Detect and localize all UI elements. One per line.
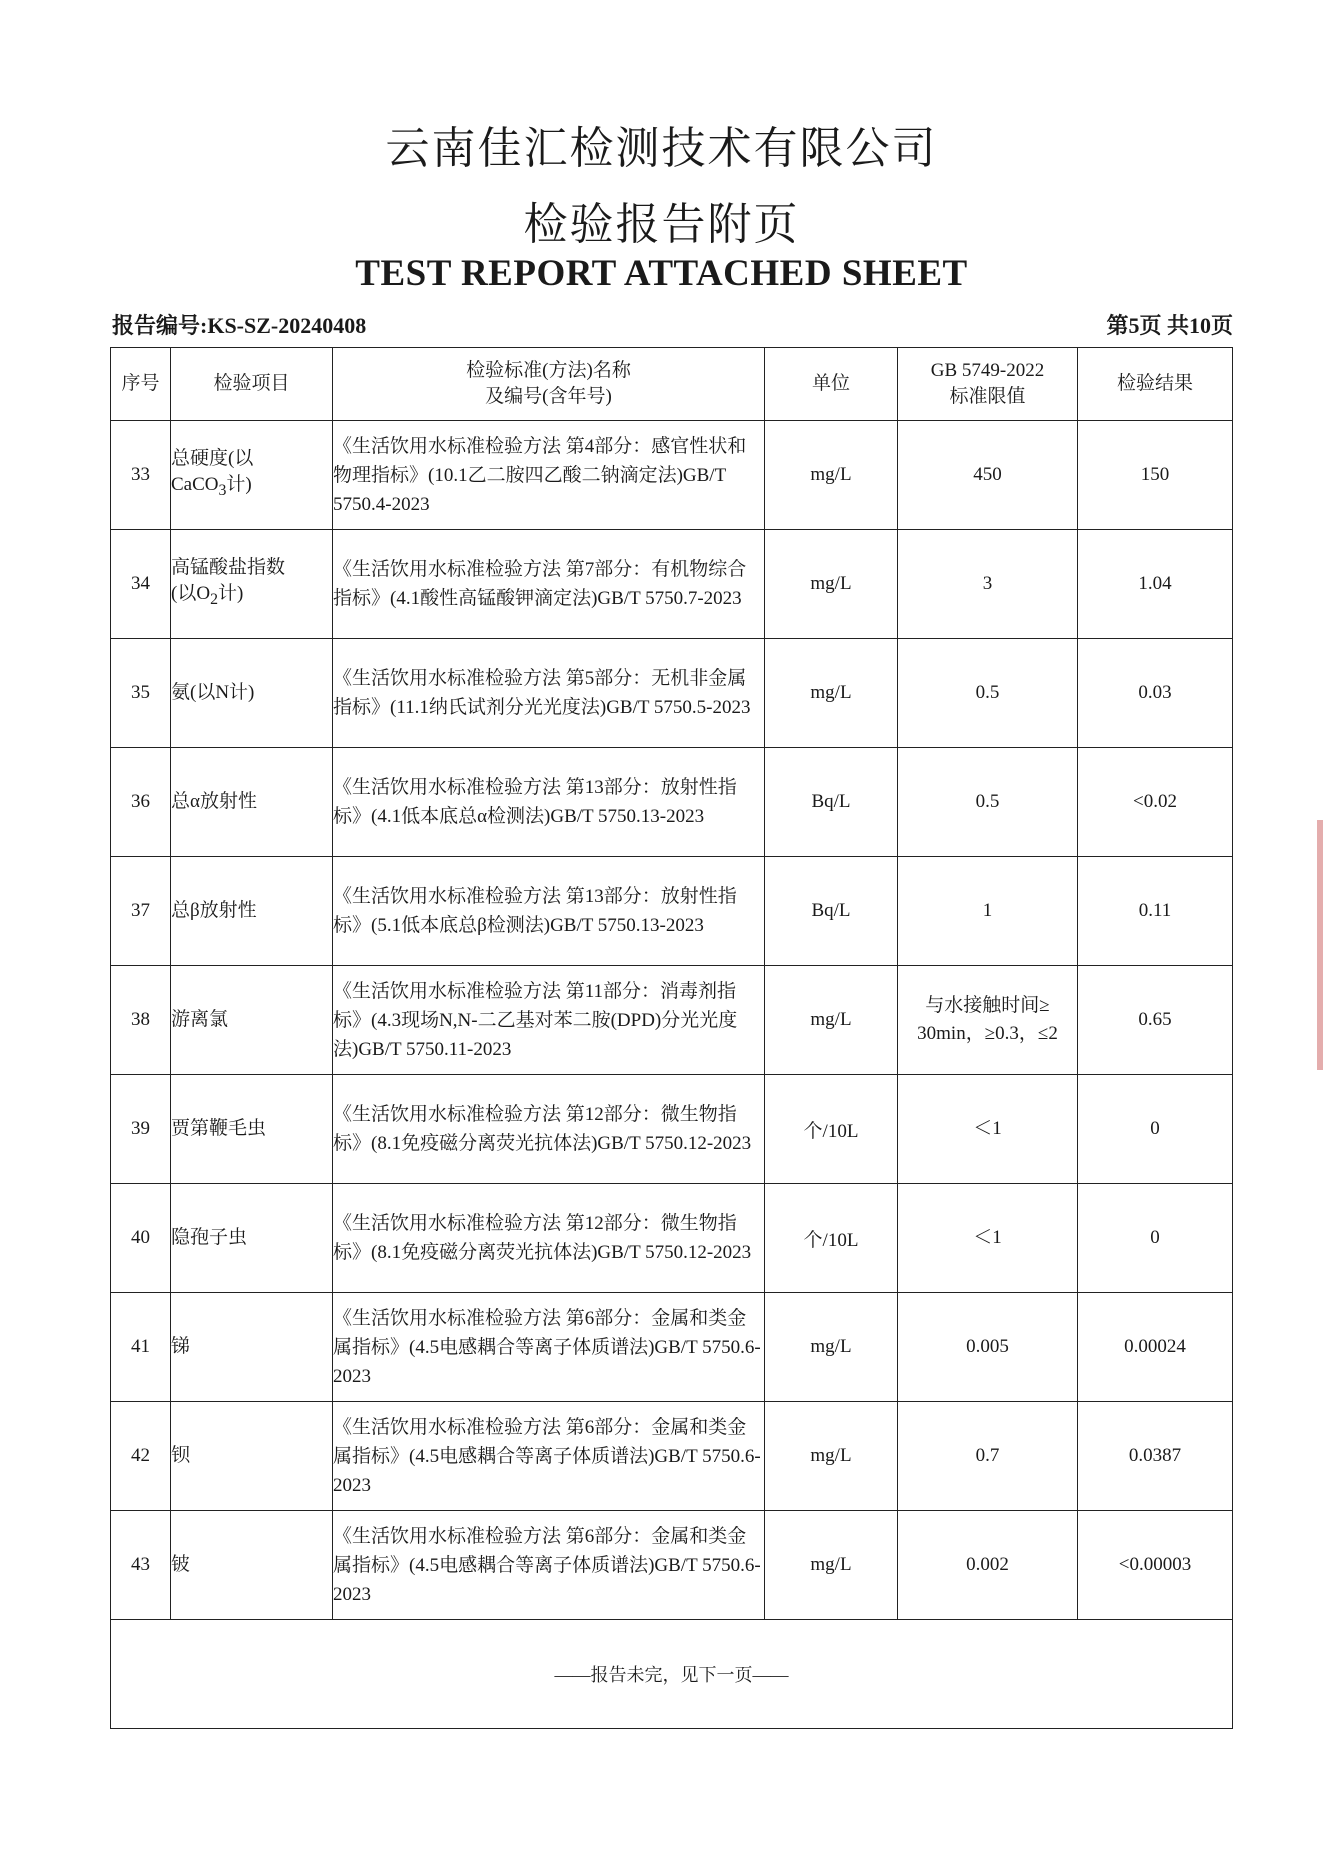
row-limit-line1: 与水接触时间≥ [925, 995, 1050, 1016]
results-table [110, 347, 1233, 1729]
row-limit: ＜1 [898, 1075, 1078, 1184]
table-row [111, 421, 1233, 530]
row-unit: Bq/L [765, 748, 898, 857]
row-item: 铍 [171, 1511, 333, 1620]
row-item-line2 [171, 472, 332, 504]
header-item: 检验项目 [171, 348, 333, 421]
row-result: 0.00024 [1078, 1293, 1233, 1402]
row-result: 0 [1078, 1184, 1233, 1293]
row-method: 《生活饮用水标准检验方法 第5部分：无机非金属指标》(11.1纳氏试剂分光光度法)GB/T 5750.5-2023 [333, 639, 765, 748]
row-limit: 0.5 [898, 748, 1078, 857]
item-formula-subscript: 3 [218, 481, 227, 499]
table-row [111, 857, 1233, 966]
header-method-line2: 及编号(含年号) [485, 386, 612, 407]
row-result: 0.0387 [1078, 1402, 1233, 1511]
row-result: 0.65 [1078, 966, 1233, 1075]
row-item: 游离氯 [171, 966, 333, 1075]
row-no: 36 [111, 748, 171, 857]
row-unit: mg/L [765, 966, 898, 1075]
header-method-line1: 检验标准(方法)名称 [466, 360, 631, 381]
row-limit: 0.5 [898, 639, 1078, 748]
row-item: 钡 [171, 1402, 333, 1511]
row-unit: mg/L [765, 421, 898, 530]
row-item: 锑 [171, 1293, 333, 1402]
item-formula-subscript: 2 [210, 590, 218, 608]
item-formula-suffix: 计) [217, 583, 244, 605]
table-row [111, 1293, 1233, 1402]
row-result: 150 [1078, 421, 1233, 530]
row-item: 氨(以N计) [171, 639, 333, 748]
row-no: 42 [111, 1402, 171, 1511]
header-method [333, 348, 765, 421]
row-unit: mg/L [765, 1402, 898, 1511]
row-result: <0.02 [1078, 748, 1233, 857]
table-footer-row [111, 1620, 1233, 1729]
row-method: 《生活饮用水标准检验方法 第13部分：放射性指标》(4.1低本底总α检测法)GB/T 5750.13-2023 [333, 748, 765, 857]
row-no: 43 [111, 1511, 171, 1620]
row-item: 总α放射性 [171, 748, 333, 857]
row-item [171, 421, 333, 530]
row-unit: mg/L [765, 639, 898, 748]
row-no: 35 [111, 639, 171, 748]
row-method: 《生活饮用水标准检验方法 第11部分：消毒剂指标》(4.3现场N,N-二乙基对苯二胺(DPD)分光光度法)GB/T 5750.11-2023 [333, 966, 765, 1075]
page-indicator: 第5页 共10页 [1106, 313, 1233, 338]
row-no: 40 [111, 1184, 171, 1293]
row-item [171, 530, 333, 639]
row-limit: ＜1 [898, 1184, 1078, 1293]
row-result: 1.04 [1078, 530, 1233, 639]
header-limit-line2: 标准限值 [949, 386, 1026, 407]
row-item-line2 [171, 581, 332, 613]
row-method: 《生活饮用水标准检验方法 第12部分：微生物指标》(8.1免疫磁分离荧光抗体法)GB/T 5750.12-2023 [333, 1184, 765, 1293]
row-limit: 0.002 [898, 1511, 1078, 1620]
row-no: 38 [111, 966, 171, 1075]
row-unit: Bq/L [765, 857, 898, 966]
row-limit [898, 966, 1078, 1075]
row-unit: mg/L [765, 530, 898, 639]
header-unit: 单位 [765, 348, 898, 421]
table-header-row [111, 348, 1233, 421]
header-limit-line1: GB 5749-2022 [930, 360, 1045, 381]
row-result: 0 [1078, 1075, 1233, 1184]
row-limit: 0.005 [898, 1293, 1078, 1402]
item-formula: CaCO [171, 474, 219, 496]
row-limit-line2: 30min，≥0.3，≤2 [917, 1023, 1058, 1044]
sheet-title-en: TEST REPORT ATTACHED SHEET [355, 253, 968, 294]
table-row [111, 530, 1233, 639]
row-item: 隐孢子虫 [171, 1184, 333, 1293]
table-row [111, 748, 1233, 857]
row-unit: mg/L [765, 1511, 898, 1620]
row-method: 《生活饮用水标准检验方法 第7部分：有机物综合指标》(4.1酸性高锰酸钾滴定法)GB/T 5750.7-2023 [333, 530, 765, 639]
row-result: <0.00003 [1078, 1511, 1233, 1620]
company-name: 云南佳汇检测技术有限公司 [385, 123, 938, 174]
seal-fragment [1317, 820, 1323, 1070]
table-row [111, 966, 1233, 1075]
row-item: 总β放射性 [171, 857, 333, 966]
item-formula: (以O [171, 583, 211, 605]
row-no: 33 [111, 421, 171, 530]
row-method: 《生活饮用水标准检验方法 第13部分：放射性指标》(5.1低本底总β检测法)GB/T 5750.13-2023 [333, 857, 765, 966]
row-no: 37 [111, 857, 171, 966]
row-limit: 3 [898, 530, 1078, 639]
continuation-note: ——报告未完，见下一页—— [111, 1620, 1233, 1729]
header-result: 检验结果 [1078, 348, 1233, 421]
row-result: 0.03 [1078, 639, 1233, 748]
header-limit [898, 348, 1078, 421]
row-limit: 450 [898, 421, 1078, 530]
row-limit: 1 [898, 857, 1078, 966]
table-row [111, 1075, 1233, 1184]
row-no: 34 [111, 530, 171, 639]
row-item: 贾第鞭毛虫 [171, 1075, 333, 1184]
table-row [111, 1511, 1233, 1620]
row-method: 《生活饮用水标准检验方法 第12部分：微生物指标》(8.1免疫磁分离荧光抗体法)GB/T 5750.12-2023 [333, 1075, 765, 1184]
row-method: 《生活饮用水标准检验方法 第6部分：金属和类金属指标》(4.5电感耦合等离子体质谱法)GB/T 5750.6-2023 [333, 1402, 765, 1511]
row-limit: 0.7 [898, 1402, 1078, 1511]
row-no: 41 [111, 1293, 171, 1402]
table-row [111, 1184, 1233, 1293]
row-result: 0.11 [1078, 857, 1233, 966]
header-no: 序号 [111, 348, 171, 421]
row-method: 《生活饮用水标准检验方法 第4部分：感官性状和物理指标》(10.1乙二胺四乙酸二钠滴定法)GB/T 5750.4-2023 [333, 421, 765, 530]
table-row [111, 639, 1233, 748]
row-method: 《生活饮用水标准检验方法 第6部分：金属和类金属指标》(4.5电感耦合等离子体质谱法)GB/T 5750.6-2023 [333, 1293, 765, 1402]
row-item-line1: 高锰酸盐指数 [171, 557, 286, 579]
row-no: 39 [111, 1075, 171, 1184]
sheet-title-cn: 检验报告附页 [523, 199, 800, 250]
report-number: 报告编号:KS-SZ-20240408 [112, 313, 367, 338]
row-item-line1: 总硬度(以 [171, 448, 254, 470]
row-unit: 个/10L [765, 1075, 898, 1184]
table-row [111, 1402, 1233, 1511]
row-method: 《生活饮用水标准检验方法 第6部分：金属和类金属指标》(4.5电感耦合等离子体质谱法)GB/T 5750.6-2023 [333, 1511, 765, 1620]
row-unit: 个/10L [765, 1184, 898, 1293]
row-unit: mg/L [765, 1293, 898, 1402]
item-formula-suffix: 计) [226, 474, 252, 496]
